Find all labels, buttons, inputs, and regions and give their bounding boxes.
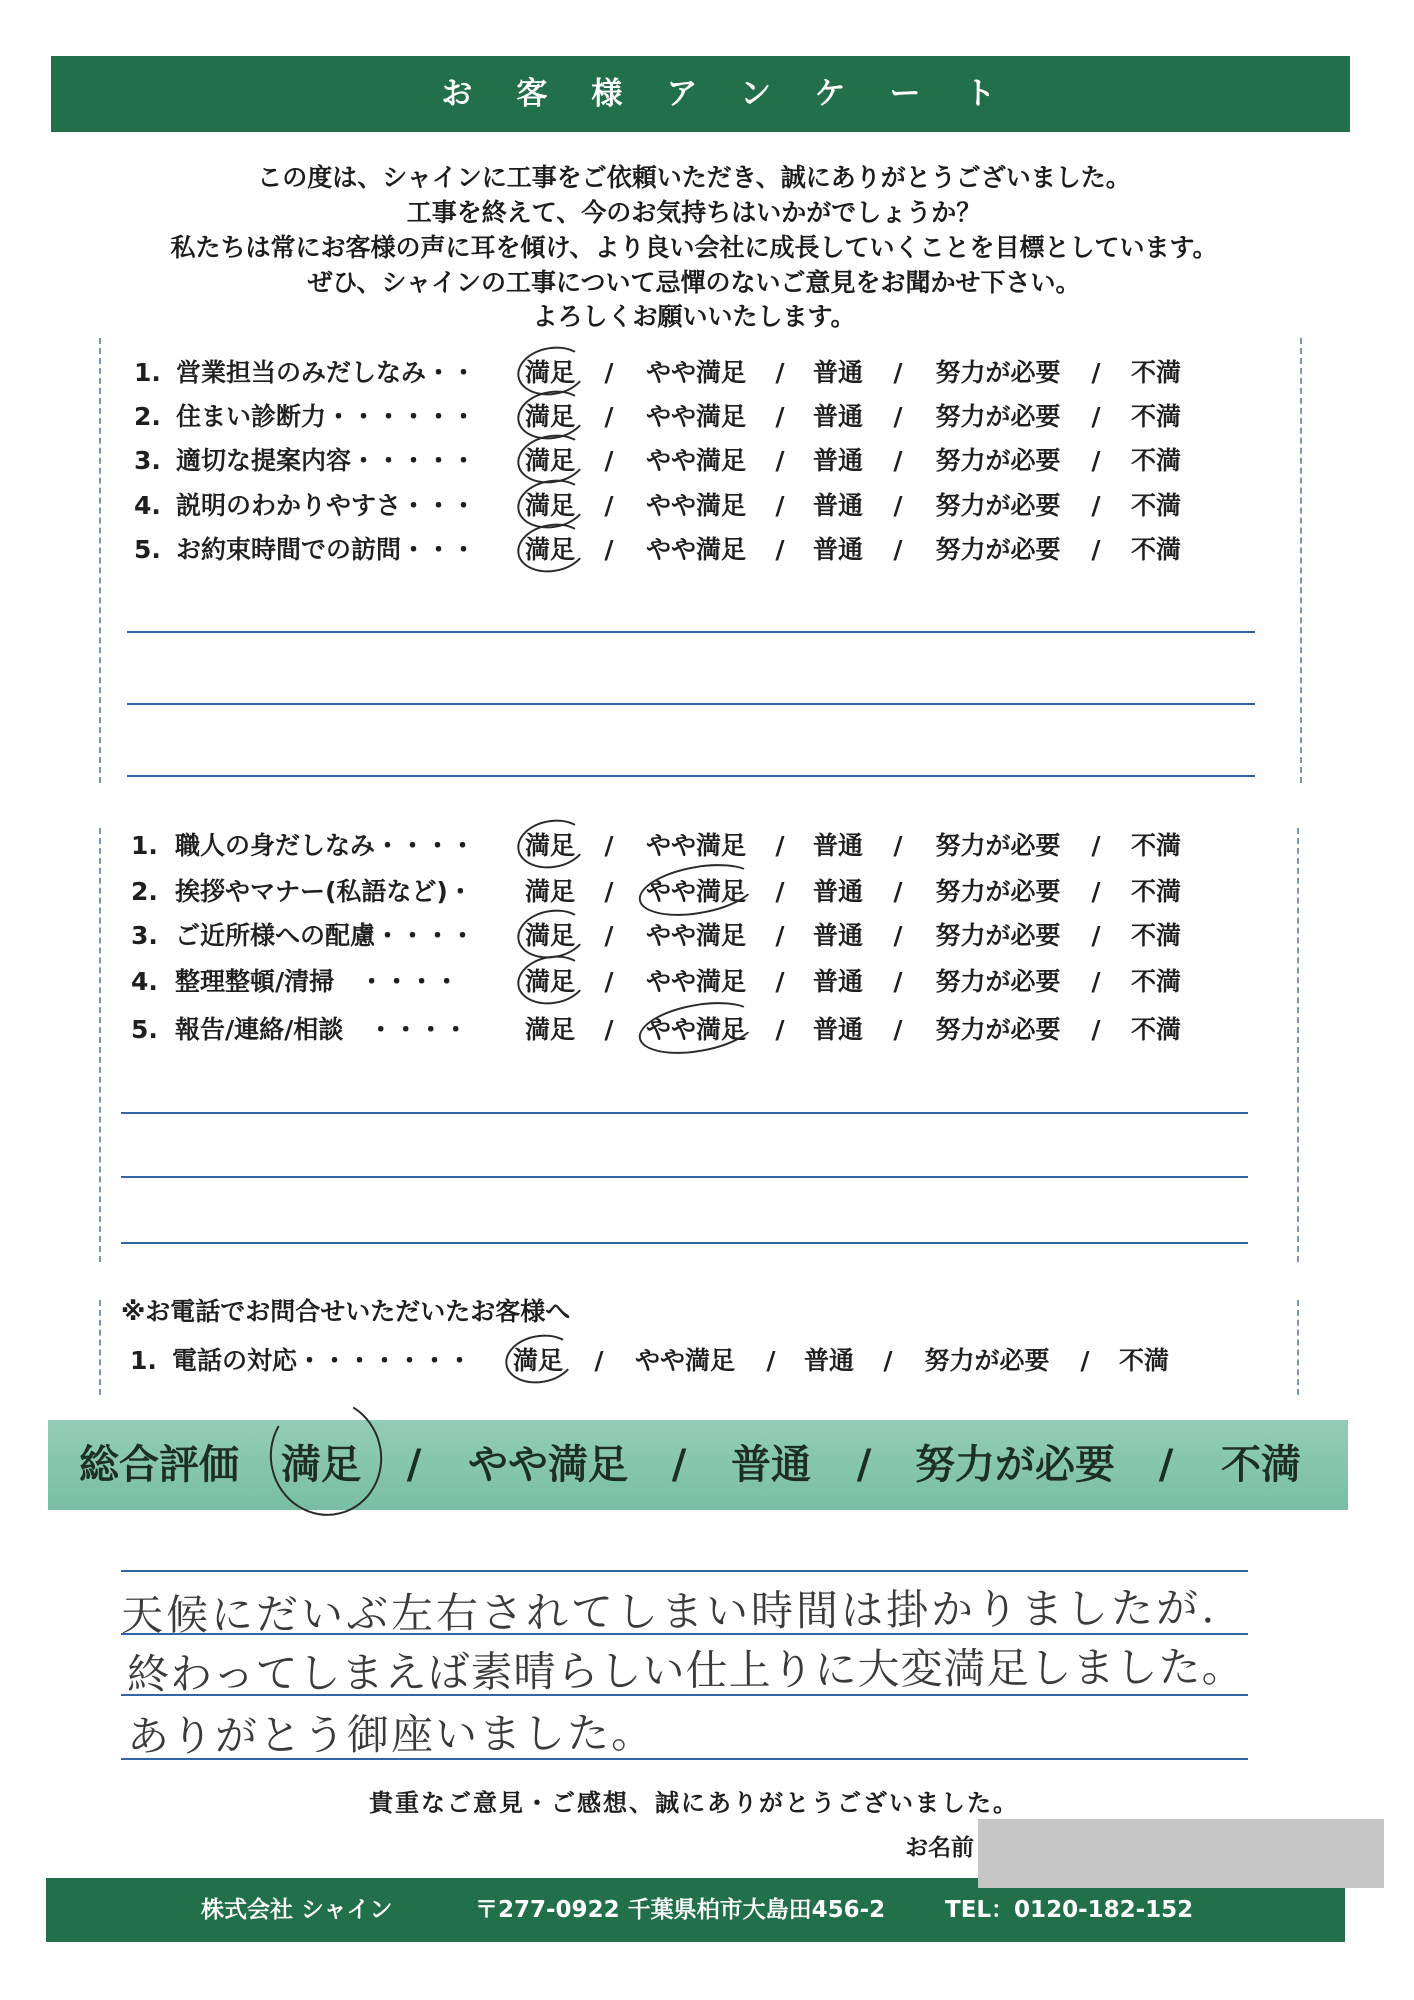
option-satisfied: 満足 bbox=[524, 877, 576, 906]
handwritten-comment-line: 天候にだいぶ左右されてしまい時間は掛かりましたが. bbox=[120, 1583, 1218, 1640]
option-separator: / bbox=[594, 1346, 604, 1375]
option-dissatisfied: 不満 bbox=[1130, 535, 1182, 564]
name-redaction-box bbox=[978, 1819, 1384, 1888]
comment-rule bbox=[121, 1570, 1248, 1572]
selection-circle bbox=[501, 1329, 578, 1388]
intro-line: 工事を終えて、今のお気持ちはいかがでしょうか？ bbox=[406, 198, 982, 227]
option-satisfied: 満足 bbox=[524, 535, 576, 564]
option-somewhat-satisfied: やや満足 bbox=[645, 921, 747, 950]
survey-row bbox=[0, 400, 1414, 434]
option-separator: / bbox=[893, 831, 903, 860]
option-dissatisfied: 不満 bbox=[1118, 1346, 1170, 1375]
option-separator: / bbox=[775, 402, 785, 431]
option-separator: / bbox=[1091, 967, 1101, 996]
option-separator: / bbox=[604, 358, 614, 387]
option-separator: / bbox=[775, 967, 785, 996]
option-separator: / bbox=[604, 967, 614, 996]
option-separator: / bbox=[775, 1015, 785, 1044]
option-somewhat-satisfied: やや満足 bbox=[645, 446, 747, 475]
option-separator: / bbox=[1158, 1442, 1174, 1488]
option-needs-improvement: 努力が必要 bbox=[935, 921, 1061, 950]
option-somewhat-satisfied: やや満足 bbox=[645, 402, 747, 431]
option-separator: / bbox=[893, 1015, 903, 1044]
item-number: 1. bbox=[134, 358, 161, 387]
comment-rule bbox=[127, 631, 1255, 633]
option-separator: / bbox=[775, 446, 785, 475]
item-label: 適切な提案内容・・・・・ bbox=[176, 446, 477, 475]
option-somewhat-satisfied: やや満足 bbox=[645, 491, 747, 520]
option-needs-improvement: 努力が必要 bbox=[935, 535, 1061, 564]
comment-rule bbox=[121, 1242, 1248, 1244]
selection-circle bbox=[635, 856, 762, 924]
company-address: 〒277-0922 千葉県柏市大島田456-2 bbox=[475, 1897, 886, 1923]
item-number: 3. bbox=[134, 446, 161, 475]
overall-evaluation-band bbox=[48, 1420, 1348, 1510]
option-separator: / bbox=[1091, 535, 1101, 564]
option-separator: / bbox=[893, 877, 903, 906]
option-average: 普通 bbox=[812, 491, 864, 520]
option-satisfied: 満足 bbox=[524, 358, 576, 387]
option-separator: / bbox=[1091, 491, 1101, 520]
item-label: 整理整頓/清掃 ・・・・ bbox=[175, 967, 460, 996]
item-label: お約束時間での訪問・・・ bbox=[176, 535, 477, 564]
option-needs-improvement: 努力が必要 bbox=[935, 831, 1061, 860]
option-average: 普通 bbox=[812, 358, 864, 387]
option-needs-improvement: 努力が必要 bbox=[935, 446, 1061, 475]
item-number: 2. bbox=[134, 402, 161, 431]
option-average: 普通 bbox=[812, 1015, 864, 1044]
item-label: 電話の対応・・・・・・・ bbox=[172, 1346, 473, 1375]
option-separator: / bbox=[1091, 921, 1101, 950]
option-separator: / bbox=[1091, 358, 1101, 387]
option-separator: / bbox=[604, 831, 614, 860]
option-needs-improvement: 努力が必要 bbox=[935, 358, 1061, 387]
overall-label: 総合評価 bbox=[79, 1442, 239, 1488]
option-separator: / bbox=[1080, 1346, 1090, 1375]
option-separator: / bbox=[893, 446, 903, 475]
option-somewhat-satisfied: やや満足 bbox=[645, 358, 747, 387]
option-dissatisfied: 不満 bbox=[1130, 967, 1182, 996]
option-dissatisfied: 不満 bbox=[1130, 402, 1182, 431]
intro-line: ぜひ、シャインの工事について忌憚のないご意見をお聞かせ下さい。 bbox=[307, 268, 1081, 297]
survey-row bbox=[0, 919, 1414, 953]
option-separator: / bbox=[1091, 1015, 1101, 1044]
option-somewhat-satisfied: やや満足 bbox=[645, 831, 747, 860]
option-separator: / bbox=[893, 921, 903, 950]
option-satisfied: 満足 bbox=[524, 921, 576, 950]
option-separator: / bbox=[604, 402, 614, 431]
handwritten-comment-line: ありがとう御座いました。 bbox=[126, 1708, 656, 1761]
item-number: 5. bbox=[131, 1015, 158, 1044]
item-label: 営業担当のみだしなみ・・ bbox=[176, 358, 477, 387]
survey-row bbox=[0, 533, 1414, 567]
option-separator: / bbox=[893, 535, 903, 564]
option-dissatisfied: 不満 bbox=[1130, 831, 1182, 860]
comment-rule bbox=[121, 1176, 1248, 1178]
option-separator: / bbox=[775, 921, 785, 950]
option-average: 普通 bbox=[803, 1346, 855, 1375]
survey-row bbox=[0, 875, 1414, 909]
option-separator: / bbox=[604, 921, 614, 950]
option-separator: / bbox=[1091, 402, 1101, 431]
option-satisfied: 満足 bbox=[524, 1015, 576, 1044]
option-needs-improvement: 努力が必要 bbox=[935, 402, 1061, 431]
option-somewhat-satisfied: やや満足 bbox=[645, 535, 747, 564]
option-satisfied: 満足 bbox=[524, 402, 576, 431]
option-separator: / bbox=[604, 535, 614, 564]
option-separator: / bbox=[775, 535, 785, 564]
survey-row bbox=[0, 489, 1414, 523]
option-separator: / bbox=[604, 877, 614, 906]
option-separator: / bbox=[1091, 831, 1101, 860]
option-separator: / bbox=[1091, 446, 1101, 475]
item-label: 報告/連絡/相談 ・・・・ bbox=[175, 1015, 469, 1044]
option-separator: / bbox=[893, 967, 903, 996]
option-satisfied: 満足 bbox=[524, 967, 576, 996]
option-dissatisfied: 不満 bbox=[1130, 877, 1182, 906]
selection-circle bbox=[513, 950, 590, 1009]
option-separator: / bbox=[775, 358, 785, 387]
survey-row bbox=[0, 829, 1414, 863]
option-separator: / bbox=[766, 1346, 776, 1375]
option-separator: / bbox=[604, 491, 614, 520]
option-separator: / bbox=[406, 1442, 422, 1488]
item-label: ご近所様への配慮・・・・ bbox=[175, 921, 476, 950]
option-dissatisfied: 不満 bbox=[1130, 491, 1182, 520]
overall-option-needs-improvement: 努力が必要 bbox=[915, 1442, 1115, 1488]
overall-option-dissatisfied: 不満 bbox=[1221, 1442, 1301, 1488]
phone-section-note: ※お電話でお問合せいただいたお客様へ bbox=[121, 1297, 571, 1326]
option-satisfied: 満足 bbox=[512, 1346, 564, 1375]
selection-circle bbox=[513, 518, 590, 577]
survey-header-bar bbox=[51, 56, 1350, 132]
option-separator: / bbox=[893, 402, 903, 431]
option-separator: / bbox=[893, 358, 903, 387]
option-needs-improvement: 努力が必要 bbox=[935, 1015, 1061, 1044]
option-satisfied: 満足 bbox=[524, 491, 576, 520]
option-dissatisfied: 不満 bbox=[1130, 921, 1182, 950]
option-separator: / bbox=[893, 491, 903, 520]
option-separator: / bbox=[604, 1015, 614, 1044]
survey-row bbox=[0, 965, 1414, 999]
selection-circle bbox=[513, 814, 590, 873]
survey-row bbox=[0, 444, 1414, 478]
option-separator: / bbox=[775, 491, 785, 520]
option-dissatisfied: 不満 bbox=[1130, 1015, 1182, 1044]
thanks-message: 貴重なご意見・ご感想、誠にありがとうございました。 bbox=[369, 1789, 1019, 1817]
option-needs-improvement: 努力が必要 bbox=[935, 877, 1061, 906]
option-dissatisfied: 不満 bbox=[1130, 358, 1182, 387]
comment-rule bbox=[127, 703, 1255, 705]
intro-line: 私たちは常にお客様の声に耳を傾け、より良い会社に成長していくことを目標としています。 bbox=[170, 233, 1218, 262]
overall-option-satisfied: 満足 bbox=[281, 1442, 361, 1488]
option-needs-improvement: 努力が必要 bbox=[924, 1346, 1050, 1375]
option-average: 普通 bbox=[812, 402, 864, 431]
overall-option-somewhat-satisfied: やや満足 bbox=[468, 1442, 628, 1488]
option-somewhat-satisfied: やや満足 bbox=[634, 1346, 736, 1375]
item-number: 3. bbox=[131, 921, 158, 950]
survey-row bbox=[0, 1013, 1414, 1047]
option-somewhat-satisfied: やや満足 bbox=[645, 967, 747, 996]
option-average: 普通 bbox=[812, 831, 864, 860]
option-separator: / bbox=[856, 1442, 872, 1488]
comment-rule bbox=[121, 1112, 1248, 1114]
option-average: 普通 bbox=[812, 921, 864, 950]
option-needs-improvement: 努力が必要 bbox=[935, 967, 1061, 996]
name-label: お名前 bbox=[905, 1835, 974, 1861]
item-label: 住まい診断力・・・・・・ bbox=[176, 402, 477, 431]
option-average: 普通 bbox=[812, 446, 864, 475]
option-average: 普通 bbox=[812, 877, 864, 906]
option-separator: / bbox=[775, 877, 785, 906]
option-separator: / bbox=[671, 1442, 687, 1488]
option-satisfied: 満足 bbox=[524, 831, 576, 860]
company-phone: TEL：0120-182-152 bbox=[945, 1897, 1194, 1923]
overall-option-average: 普通 bbox=[731, 1442, 811, 1488]
intro-line: よろしくお願いいたします。 bbox=[532, 302, 856, 331]
item-label: 職人の身だしなみ・・・・ bbox=[175, 831, 476, 860]
option-somewhat-satisfied: やや満足 bbox=[645, 1015, 747, 1044]
item-number: 5. bbox=[134, 535, 161, 564]
survey-row bbox=[0, 356, 1414, 390]
option-separator: / bbox=[883, 1346, 893, 1375]
option-separator: / bbox=[1091, 877, 1101, 906]
option-separator: / bbox=[604, 446, 614, 475]
option-needs-improvement: 努力が必要 bbox=[935, 491, 1061, 520]
comment-rule bbox=[127, 775, 1255, 777]
item-number: 1. bbox=[131, 831, 158, 860]
selection-circle bbox=[635, 994, 762, 1062]
item-label: 説明のわかりやすさ・・・ bbox=[176, 491, 477, 520]
option-satisfied: 満足 bbox=[524, 446, 576, 475]
option-average: 普通 bbox=[812, 535, 864, 564]
item-number: 2. bbox=[131, 877, 158, 906]
handwritten-comment-line: 終わってしまえば素晴らしい仕上りに大変満足しました。 bbox=[126, 1642, 1245, 1699]
item-number: 4. bbox=[134, 491, 161, 520]
company-name: 株式会社 シャイン bbox=[201, 1897, 393, 1923]
item-number: 4. bbox=[131, 967, 158, 996]
survey-title: お客様アンケート bbox=[441, 76, 1040, 112]
selection-circle bbox=[257, 1386, 394, 1528]
item-number: 1. bbox=[130, 1346, 157, 1375]
option-somewhat-satisfied: やや満足 bbox=[645, 877, 747, 906]
option-separator: / bbox=[775, 831, 785, 860]
intro-line: この度は、シャインに工事をご依頼いただき、誠にありがとうございました。 bbox=[257, 163, 1131, 192]
option-average: 普通 bbox=[812, 967, 864, 996]
survey-row bbox=[0, 1344, 1414, 1378]
option-dissatisfied: 不満 bbox=[1130, 446, 1182, 475]
item-label: 挨拶やマナー(私語など)・ bbox=[175, 877, 473, 906]
